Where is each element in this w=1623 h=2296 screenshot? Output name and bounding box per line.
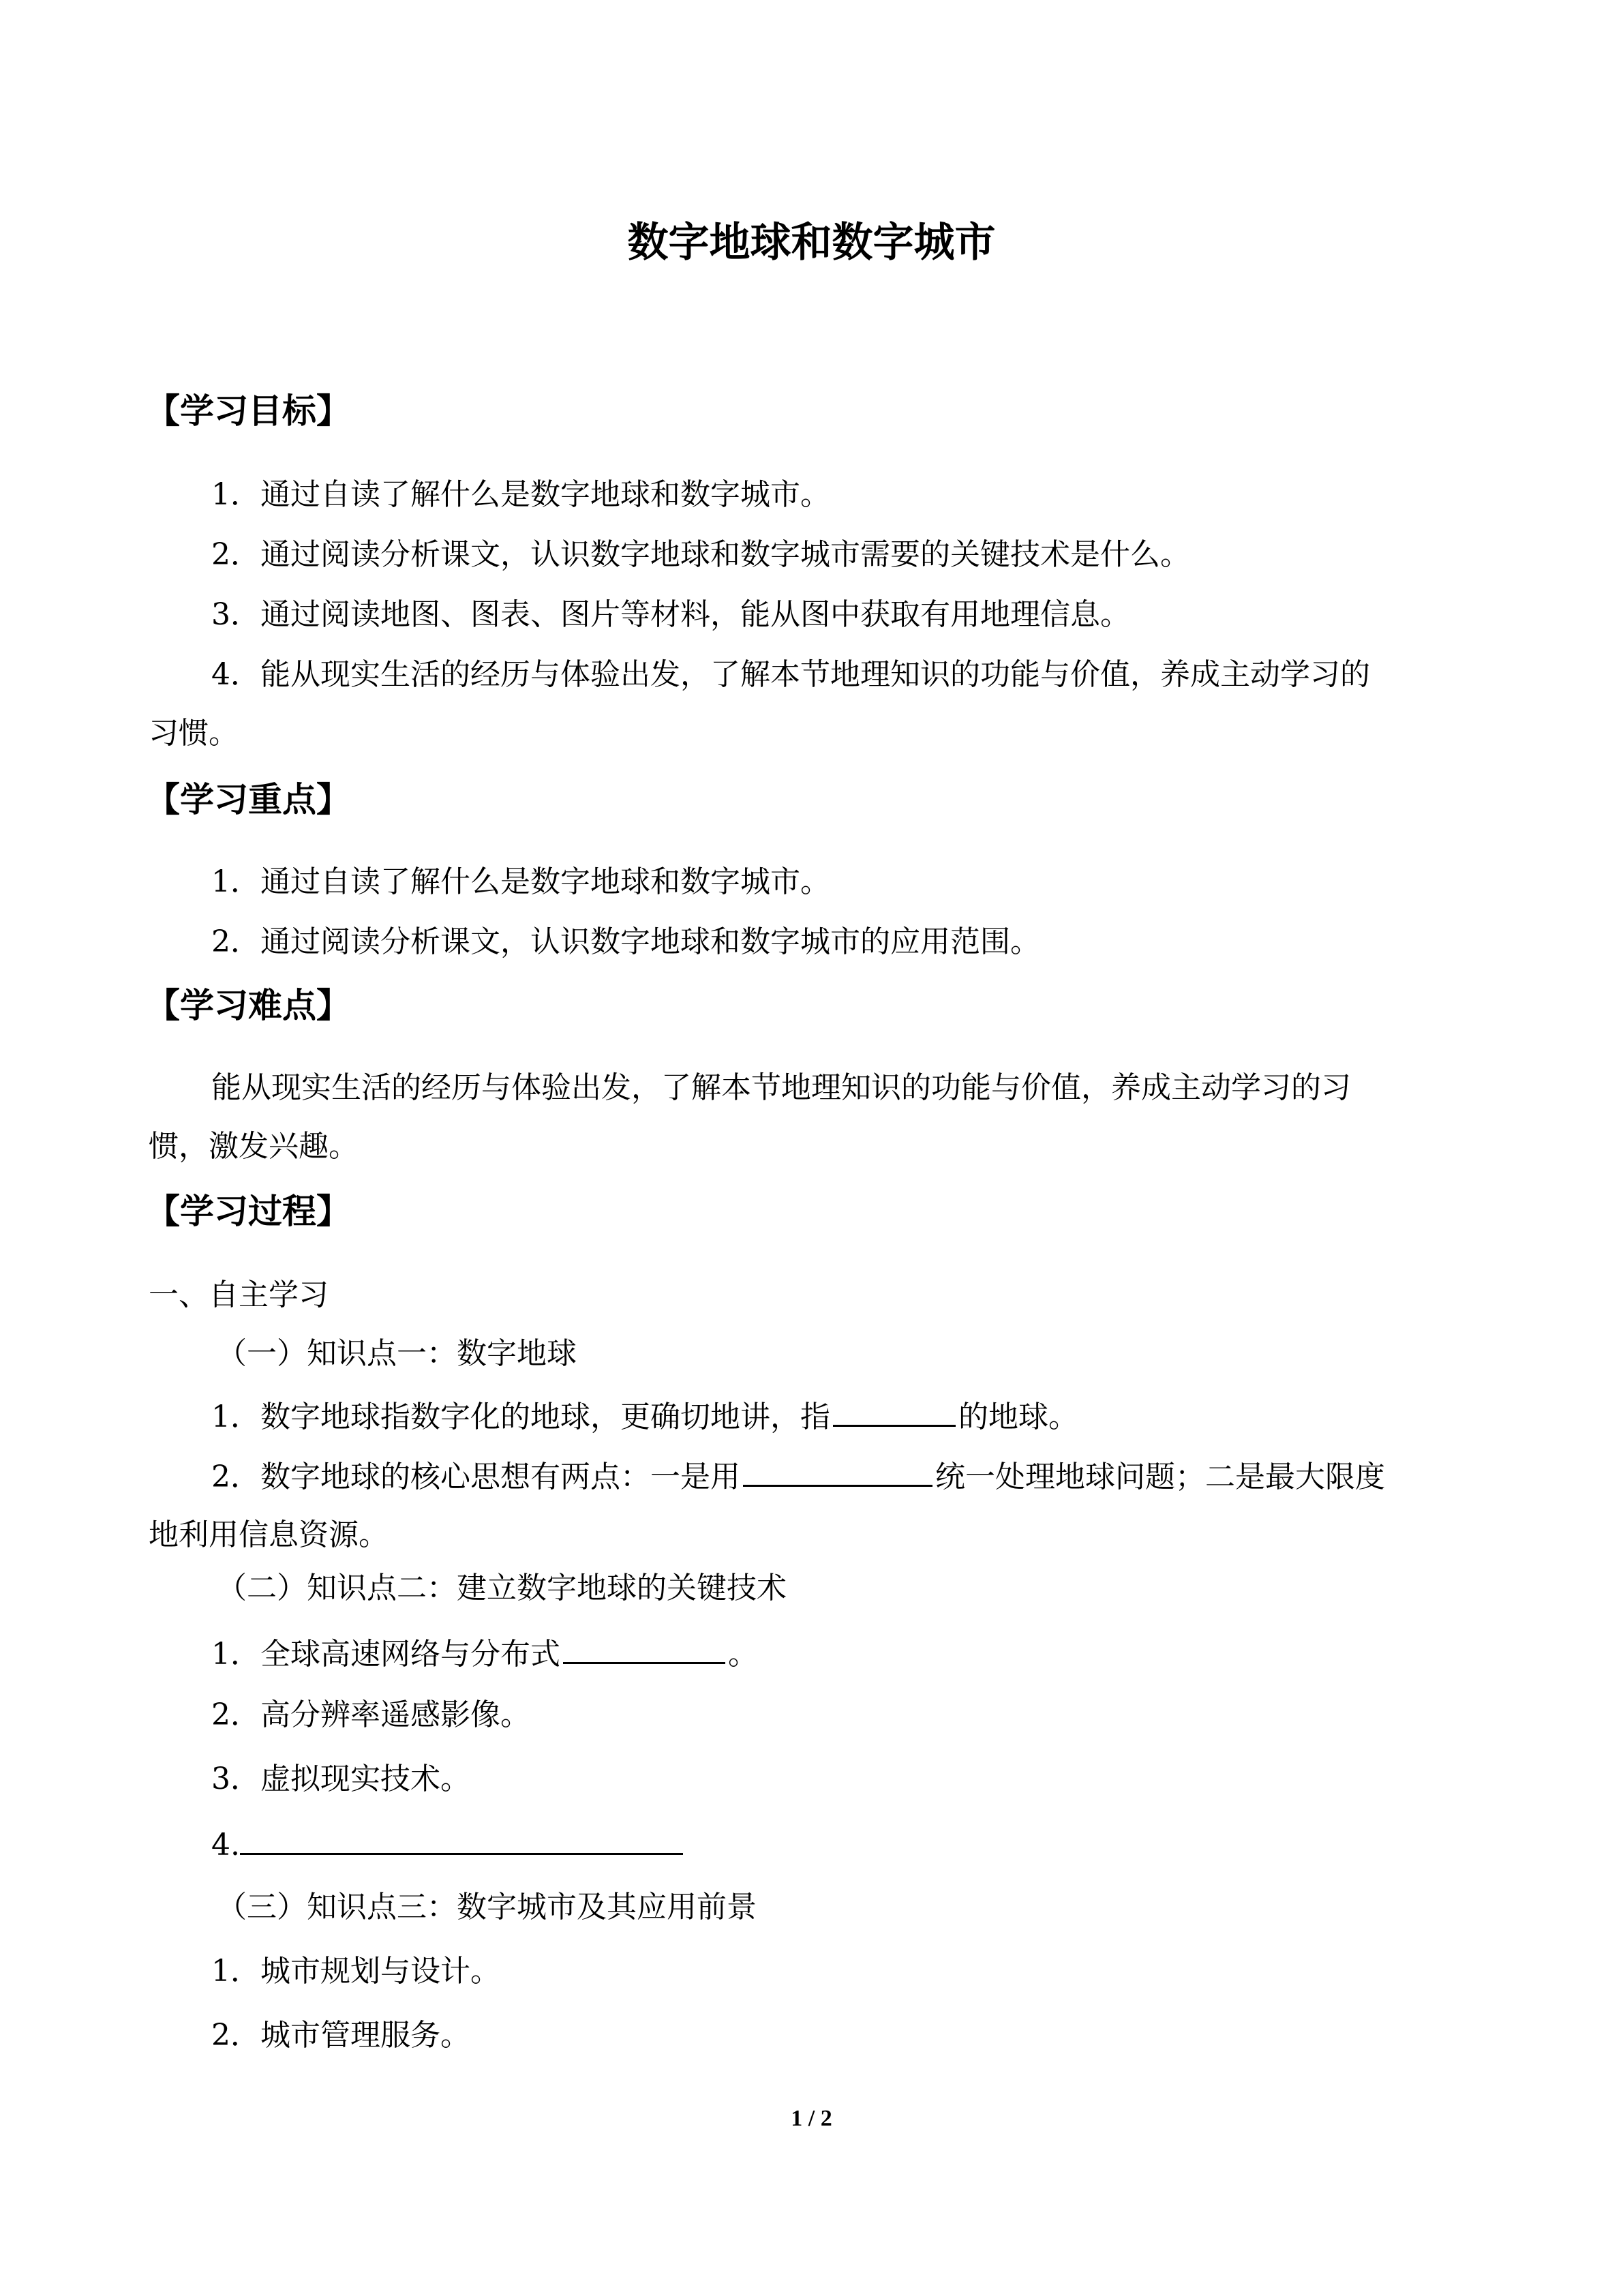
section-heading-goals: 【学习目标】 xyxy=(146,391,350,431)
fill-blank-1[interactable] xyxy=(833,1395,956,1427)
k3-item-2: 2．城市管理服务。 xyxy=(211,2018,470,2053)
k1-question-2-cont: 地利用信息资源。 xyxy=(149,1517,389,1552)
goal-item-2: 2．通过阅读分析课文，认识数字地球和数字城市需要的关键技术是什么。 xyxy=(211,537,1190,572)
k1-question-2 xyxy=(211,1455,1385,1498)
part-self-study: 一、自主学习 xyxy=(149,1278,329,1312)
knowledge-point-2-title: （二）知识点二：建立数字地球的关键技术 xyxy=(217,1571,787,1605)
knowledge-point-1-title: （一）知识点一：数字地球 xyxy=(217,1336,577,1371)
section-heading-keypoints: 【学习重点】 xyxy=(146,780,350,819)
k1-q1-text-b: 的地球。 xyxy=(958,1400,1078,1434)
k2-item-3: 3．虚拟现实技术。 xyxy=(211,1762,470,1796)
difficulty-line-2: 惯，激发兴趣。 xyxy=(149,1129,359,1164)
page-title: 数字地球和数字城市 xyxy=(627,219,996,267)
k3-item-1: 1．城市规划与设计。 xyxy=(211,1954,500,1989)
difficulty-line-1: 能从现实生活的经历与体验出发，了解本节地理知识的功能与价值，养成主动学习的习 xyxy=(211,1070,1351,1105)
k2-item-2: 2．高分辨率遥感影像。 xyxy=(211,1697,530,1732)
k2-q4-text: 4. xyxy=(211,1828,240,1862)
k1-question-1 xyxy=(211,1395,1078,1438)
k2-question-4 xyxy=(211,1823,686,1866)
k1-q1-text-a: 1．数字地球指数字化的地球，更确切地讲，指 xyxy=(211,1400,830,1434)
section-heading-process: 【学习过程】 xyxy=(146,1192,350,1231)
keypoint-item-1: 1．通过自读了解什么是数字地球和数字城市。 xyxy=(211,864,830,899)
fill-blank-4[interactable] xyxy=(240,1823,683,1855)
k1-q2-text-b: 统一处理地球问题；二是最大限度 xyxy=(935,1460,1385,1494)
k2-q1-text-b: 。 xyxy=(728,1637,758,1672)
k2-q1-text-a: 1．全球高速网络与分布式 xyxy=(211,1637,560,1672)
goal-item-3: 3．通过阅读地图、图表、图片等材料，能从图中获取有用地理信息。 xyxy=(211,597,1130,632)
section-heading-difficulties: 【学习难点】 xyxy=(146,986,350,1025)
goal-item-4: 4．能从现实生活的经历与体验出发，了解本节地理知识的功能与价值，养成主动学习的 xyxy=(211,657,1370,692)
knowledge-point-3-title: （三）知识点三：数字城市及其应用前景 xyxy=(217,1890,757,1924)
page-number: 1 / 2 xyxy=(791,2106,832,2131)
goal-item-1: 1．通过自读了解什么是数字地球和数字城市。 xyxy=(211,477,830,512)
k2-question-1 xyxy=(211,1632,758,1675)
fill-blank-2[interactable] xyxy=(743,1455,932,1487)
goal-item-4-cont: 习惯。 xyxy=(149,716,239,751)
k1-q2-text-a: 2．数字地球的核心思想有两点：一是用 xyxy=(211,1460,740,1494)
keypoint-item-2: 2．通过阅读分析课文，认识数字地球和数字城市的应用范围。 xyxy=(211,924,1040,959)
fill-blank-3[interactable] xyxy=(563,1632,725,1664)
